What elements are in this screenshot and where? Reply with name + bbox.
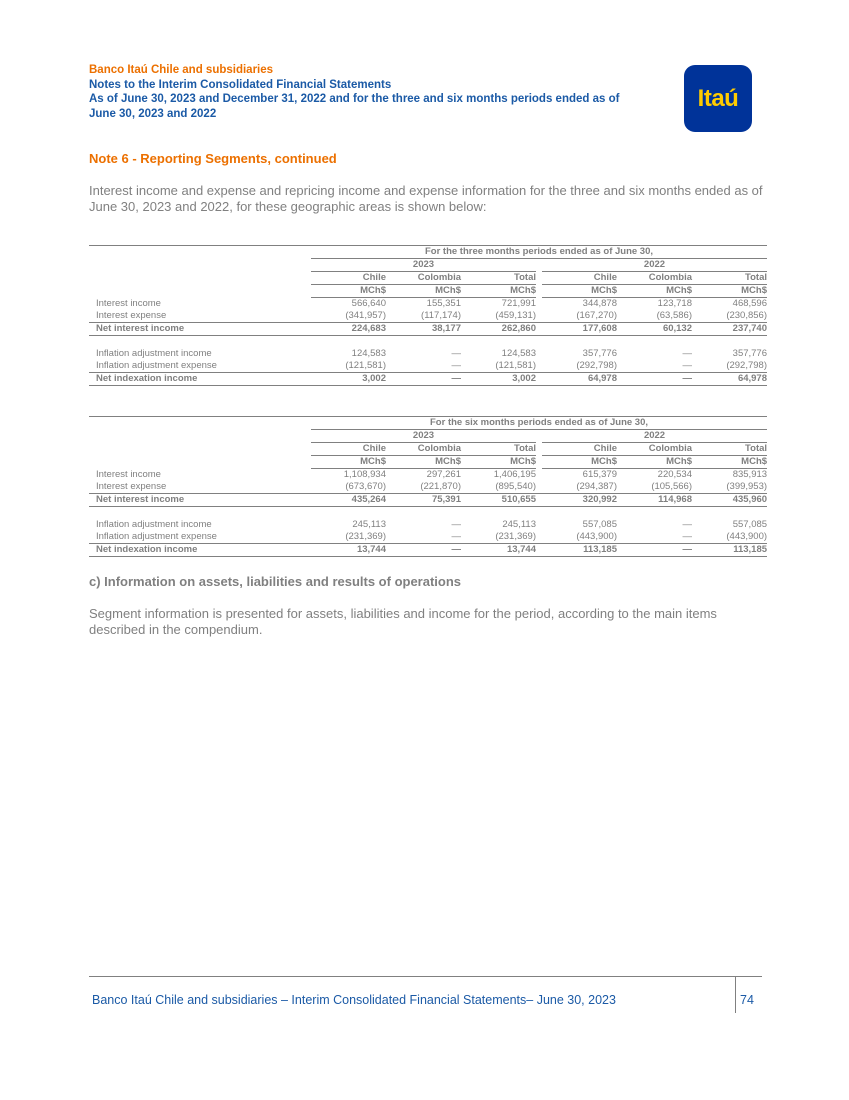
cell: — — [682, 531, 692, 542]
cell: — — [617, 544, 692, 557]
period-header: For the three months periods ended as of June 30, — [311, 246, 767, 259]
cell: 357,776 — [732, 348, 767, 359]
cell: 435,264 — [311, 494, 386, 507]
unit-header: MCh$ — [542, 456, 617, 469]
table-row — [89, 469, 767, 482]
six-months-table — [89, 416, 767, 557]
row-label: Net indexation income — [89, 544, 311, 557]
unit-header: MCh$ — [692, 456, 767, 469]
cell: (231,369) — [345, 531, 386, 542]
cell: 220,534 — [657, 469, 692, 480]
cell: 262,860 — [461, 323, 536, 336]
cell: (895,540) — [495, 481, 536, 492]
cell: 557,085 — [582, 519, 617, 530]
cell: 64,978 — [542, 373, 617, 386]
row-label: Interest income — [96, 297, 161, 309]
three-months-table — [89, 245, 767, 386]
column-header: Total — [692, 272, 767, 285]
column-header: Colombia — [386, 272, 461, 285]
cell: — — [386, 373, 461, 386]
cell: — — [682, 348, 692, 359]
row-label: Interest expense — [96, 310, 167, 321]
cell: 435,960 — [692, 494, 767, 507]
column-header: Chile — [542, 272, 617, 285]
cell: (230,856) — [726, 310, 767, 321]
table-row — [89, 360, 767, 373]
column-header: Chile — [311, 443, 386, 456]
cell: — — [451, 348, 461, 359]
table-row — [89, 298, 767, 311]
cell: (167,270) — [576, 310, 617, 321]
column-header: Total — [692, 443, 767, 456]
table-row — [89, 310, 767, 323]
cell: — — [386, 544, 461, 557]
cell: 1,108,934 — [343, 469, 386, 480]
cell: (443,900) — [576, 531, 617, 542]
cell: (63,586) — [656, 310, 692, 321]
cell: 320,992 — [542, 494, 617, 507]
footer-text: Banco Itaú Chile and subsidiaries – Interim Consolidated Financial Statements– June 30, 2023 — [92, 993, 616, 1007]
cell: (341,957) — [345, 310, 386, 321]
cell: (231,369) — [495, 531, 536, 542]
year-header: 2023 — [311, 430, 536, 443]
cell: 3,002 — [311, 373, 386, 386]
unit-header: MCh$ — [386, 456, 461, 469]
unit-header: MCh$ — [461, 285, 536, 298]
cell: (459,131) — [495, 310, 536, 321]
intro-paragraph: Interest income and expense and repricing income and expense information for the three and six months ended as of June 30, 2023 and 2022, for these geographic areas is shown below: — [89, 183, 763, 214]
cell: 344,878 — [582, 298, 617, 309]
company-name: Banco Itaú Chile and subsidiaries — [89, 64, 274, 76]
cell: 3,002 — [461, 373, 536, 386]
cell: 297,261 — [426, 469, 461, 480]
cell: — — [617, 373, 692, 386]
row-label: Inflation adjustment income — [96, 348, 212, 359]
header-line-4: June 30, 2023 and 2022 — [89, 107, 217, 120]
cell: 566,640 — [351, 298, 386, 309]
table-row — [89, 481, 767, 494]
document-header — [89, 63, 679, 121]
column-header: Colombia — [617, 272, 692, 285]
cell: 113,185 — [542, 544, 617, 557]
section-c-paragraph: Segment information is presented for assets, liabilities and income for the period, according to the main items described in the compendium. — [89, 606, 717, 637]
cell: 615,379 — [582, 469, 617, 480]
cell: 721,991 — [501, 298, 536, 309]
cell: (399,953) — [726, 481, 768, 492]
header-line-3: As of June 30, 2023 and December 31, 2022 and for the three and six months periods ended as of — [89, 93, 620, 105]
year-header: 2023 — [311, 259, 536, 272]
cell: — — [682, 519, 692, 530]
cell: 123,718 — [657, 298, 692, 309]
year-header: 2022 — [542, 259, 767, 272]
cell: 177,608 — [542, 323, 617, 336]
unit-header: MCh$ — [311, 285, 386, 298]
cell: 124,583 — [351, 348, 386, 359]
footer-page-divider — [735, 976, 736, 1013]
logo-text: Itaú — [697, 85, 739, 112]
row-label: Inflation adjustment expense — [96, 360, 217, 371]
cell: 245,113 — [502, 519, 536, 530]
cell: 557,085 — [732, 519, 768, 530]
itau-logo — [684, 65, 752, 132]
table-row-total — [89, 373, 767, 386]
row-label: Net indexation income — [89, 373, 311, 386]
row-label: Inflation adjustment income — [96, 519, 212, 530]
cell: — — [682, 360, 692, 371]
period-header: For the six months periods ended as of June 30, — [311, 417, 767, 430]
cell: — — [451, 531, 461, 542]
table-row — [89, 519, 767, 531]
unit-header: MCh$ — [386, 285, 461, 298]
cell: 510,655 — [461, 494, 536, 507]
year-header: 2022 — [542, 430, 767, 443]
cell: 60,132 — [617, 323, 692, 336]
note-title: Note 6 - Reporting Segments, continued — [89, 151, 337, 166]
cell: 155,351 — [426, 298, 461, 309]
unit-header: MCh$ — [692, 285, 767, 298]
cell: 64,978 — [692, 373, 767, 386]
cell: (443,900) — [726, 531, 768, 542]
row-label: Inflation adjustment expense — [96, 531, 217, 542]
cell: 237,740 — [692, 323, 767, 336]
cell: — — [451, 360, 461, 371]
table-row — [89, 531, 767, 544]
column-header: Chile — [311, 272, 386, 285]
cell: (121,581) — [495, 360, 536, 371]
table-row-total — [89, 323, 767, 336]
cell: 75,391 — [386, 494, 461, 507]
table-row — [89, 348, 767, 360]
unit-header: MCh$ — [542, 285, 617, 298]
cell: 124,583 — [501, 348, 536, 359]
cell: (292,798) — [726, 360, 767, 371]
row-label: Interest expense — [96, 481, 167, 492]
cell: (121,581) — [345, 360, 386, 371]
cell: (117,174) — [421, 310, 461, 321]
cell: (673,670) — [345, 481, 386, 492]
table-row-total — [89, 494, 767, 507]
footer-divider — [89, 976, 762, 977]
header-line-2: Notes to the Interim Consolidated Financial Statements — [89, 78, 392, 91]
cell: — — [451, 519, 461, 530]
cell: 468,596 — [732, 298, 767, 309]
cell: 357,776 — [582, 348, 617, 359]
unit-header: MCh$ — [617, 456, 692, 469]
cell: (221,870) — [420, 481, 461, 492]
cell: 13,744 — [461, 544, 536, 557]
cell: (105,566) — [651, 481, 692, 492]
unit-header: MCh$ — [311, 456, 386, 469]
cell: 835,913 — [732, 469, 768, 480]
row-label: Net interest income — [89, 494, 311, 507]
row-label: Net interest income — [89, 323, 311, 336]
cell: 114,968 — [617, 494, 692, 507]
cell: 1,406,195 — [493, 469, 536, 480]
cell: 224,683 — [311, 323, 386, 336]
cell: 113,185 — [692, 544, 767, 557]
cell: (292,798) — [576, 360, 617, 371]
table-row-total — [89, 544, 767, 557]
section-c-heading: c) Information on assets, liabilities and results of operations — [89, 574, 462, 589]
cell: 38,177 — [386, 323, 461, 336]
column-header: Total — [461, 272, 536, 285]
column-header: Colombia — [617, 443, 692, 456]
column-header: Chile — [542, 443, 617, 456]
page-number: 74 — [740, 993, 754, 1007]
row-label: Interest income — [96, 468, 161, 480]
cell: 13,744 — [311, 544, 386, 557]
column-header: Total — [461, 443, 536, 456]
cell: 245,113 — [352, 519, 386, 530]
column-header: Colombia — [386, 443, 461, 456]
unit-header: MCh$ — [617, 285, 692, 298]
cell: (294,387) — [576, 481, 617, 492]
unit-header: MCh$ — [461, 456, 536, 469]
